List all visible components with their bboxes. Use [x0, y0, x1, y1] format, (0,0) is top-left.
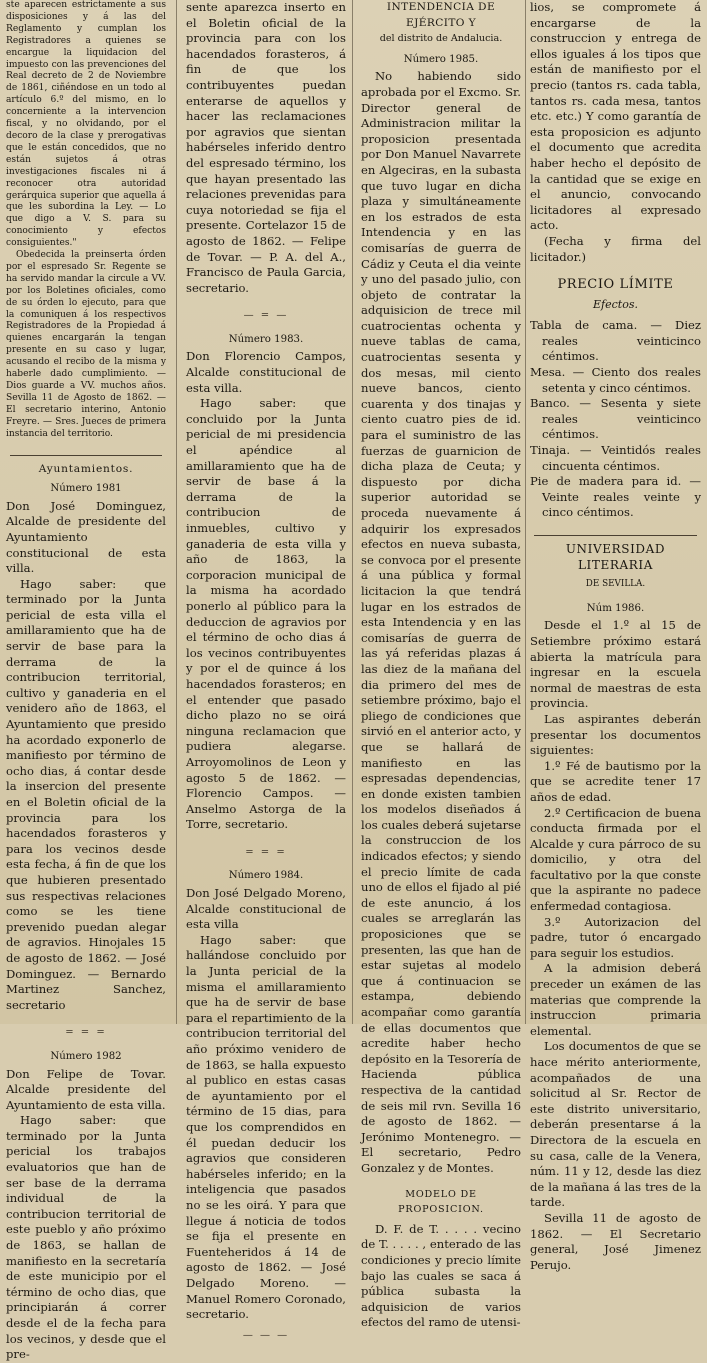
- notice-body: A la admision deberá preceder un exámen de las materias que comprende la instruccion primaria elemental.: [530, 961, 701, 1038]
- column-rule: [525, 0, 526, 1024]
- notice-opening: Don José Dominguez, Alcalde de presidente del Ayuntamiento constitucional de esta villa.: [6, 498, 166, 576]
- column-2: [186, 0, 346, 1341]
- notice-body: Hago saber: que terminado por la Junta pericial de esta villa el amillaramiento que ha de servir de base para la derrama de la contribucion territorial, cultivo y ganaderia en el venidero año de 1863, el Ayuntamiento que presido ha acordado exponerlo de manifiesto por término de ocho dias, á contar desde la insercion del presente en el Boletin oficial de la provincia para los hacendados forasteros y para los vecinos desde esta fecha, á fin de que los que hubieren presentado sus respectivas relaciones como se les tiene prevenido puedan alegar de agravios. Hinojales 15 de agosto de 1862. — José Dominguez. — Bernardo Martinez Sanchez, secretario: [6, 576, 166, 1012]
- notice-number: Número 1981: [50, 483, 122, 495]
- column-rule: [176, 0, 177, 1024]
- model-continuation: lios, se compromete á encargarse de la construccion y entrega de ellos iguales á los tipos que están de manifiesto por el precio (tantos rs. cada tabla, tantos rs. cada mesa, tantos etc. etc.) Y como garantía de esta proposicion es adjunto el documento que acredita haber hecho el depósito de la cantidad que se exige en el anuncio, convocando licitadores al expresado acto.: [530, 0, 701, 233]
- paragraph: Obedecida la preinserta órden por el espresado Sr. Regente se ha servido mandar la circule a VV. por los Boletines oficiales, como de su órden lo ejecuto, para que la comuniquen á los respectivos Registradores de la Propiedad á quienes encargarán la tengan presente en su caso y lugar, acusando el recibo de la misma y haberle dado cumplimiento. — Dios guarde a VV. muchos años. Sevilla 11 de Agosto de 1862. — El secretario interino, Antonio Freyre. — Sres. Jueces de primera instancia del territorio.: [6, 250, 166, 439]
- column-1: [6, 0, 166, 1362]
- separator: — = —: [243, 310, 289, 322]
- notice-body: Hago saber: que terminado por la Junta pericial los trabajos evaluatorios que han de ser base de la derrama individual de la contribucion territorial de este pueblo y año próximo de 1863, se hallan de manifiesto en la secretaría de este municipio por el término de ocho dias, que principiarán á correr desde el de la fecha para los vecinos, y desde que el pre-: [6, 1113, 166, 1362]
- notice-number: Número 1982: [50, 1050, 122, 1062]
- notice-number: Número 1984.: [228, 870, 304, 882]
- notice-body: Los documentos de que se hace mérito anteriormente, acompañados de una solicitud al Sr. Rector de este distrito universitario, deberán presentarse á la Directora de la escuela en su casa, calle de la Venera, núm. 11 y 12, desde las diez de la mañana á las tres de la tarde.: [530, 1039, 701, 1210]
- notice-number: Número 1985.: [403, 53, 479, 65]
- price-item: Banco. — Sesenta y siete reales veinticinco céntimos.: [530, 396, 701, 442]
- separator: = = =: [65, 1027, 107, 1039]
- notice-number: Número 1983.: [228, 333, 304, 345]
- notice-body: No habiendo sido aprobada por el Excmo. Sr. Director general de Administracion militar la proposicion presentada por Don Manuel Navarrete en Algeciras, en la subasta que tuvo lugar en dicha plaza y simultáneamente en los estrados de esta Intendencia y en las comisarías de guerra de Cádiz y Ceuta el dia veinte y uno del pasado julio, con objeto de contratar la adquisicion de trece mil cuatrocientas ochenta y nueve tablas de cama, cuatrocientas sesenta y dos mesas, mil ciento nueve bancos, ciento cuarenta y dos tinajas y ciento cuatro pies de id. para el suministro de las fuerzas de guarnicion de dicha plaza de Ceuta; y dispuesto por dicha superior autoridad se proceda nuevamente á adquirir los expresados efectos en nueva subasta, se convoca por el presente á una pública y formal licitacion la que tendrá lugar en los estrados de esta Intendencia y en las comisarías de guerra de las yá referidas plazas á las diez de la mañana del dia primero del mes de setiembre próximo, bajo el pliego de condiciones que sirvió en el anterior acto, y que se hallará de manifiesto en las espresadas dependencias, en donde existen tambien los modelos diseñados á los cuales deberá sujetarse la construccion de los indicados efectos; y siendo el precio límite de cada uno de ellos el fijado al pié de este anuncio, á los cuales se arreglarán las proposiciones que se presenten, las que han de estar sujetas al modelo que á continuacion se estampa, debiendo acompañar como garantía de ellas documentos que acredite haber hecho depósito en la Tesorería de Hacienda pública respectiva de la cantidad de seis mil rvn. Sevilla 16 de agosto de 1862. — Jerónimo Montenegro. — El secretario, Pedro Gonzalez y de Montes.: [361, 69, 521, 1175]
- paragraph: ste aparecen estrictamente a sus disposiciones y á las del Reglamento y cumplan los Registradores a quienes se encargue la liquidacion del impuesto con las prevenciones del Real decreto de 2 de Noviembre de 1861, ciñéndose en un todo al artículo 6.º del mismo, en lo concerniente a la intervencion fiscal, y no olvidando, por el decoro de la clase y prerogativas que le están concedidos, que no están sujetos á otras investigaciones fiscales ni á reconocer otra autoridad gerárquica superior que aquella á que les subordina la Ley. — Lo que digo a V. S. para su conocimiento y efectos consiguientes.": [6, 0, 166, 249]
- title-line: INTENDENCIA DE EJÉRCITO Y: [386, 1, 496, 29]
- column-3: [361, 0, 521, 1330]
- price-list: [530, 318, 701, 521]
- model-signature: (Fecha y firma del licitador.): [530, 233, 701, 264]
- university-subheading: DE SEVILLA.: [585, 579, 646, 590]
- requirement-item: 3.º Autorizacion del padre, tutor ó encargado para seguir los estudios.: [530, 914, 701, 960]
- model-heading: MODELO DE PROPOSICION.: [398, 1188, 484, 1216]
- notice-body: Hago saber: que hallándose concluido por la Junta pericial de la misma el amillaramiento que ha de servir de base para el repartimiento de la contribucion territorial del año próximo venidero de de 1863, se halla expuesto al publico en estas casas de ayuntamiento por el término de 15 dias, para que los comprendidos en él puedan deducir los agravios que consideren habérseles inferido; en la inteligencia que pasados no se les oirá. Y para que llegue á noticia de todos se fija el presente en Fuenteheridos á 14 de agosto de 1862. — José Delgado Moreno. — Manuel Romero Coronado, secretario.: [186, 932, 346, 1322]
- subtitle-line: del distrito de Andalucia.: [379, 33, 503, 45]
- notice-body: Hago saber: que concluido por la Junta pericial de mi presidencia el apéndice al amillaramiento que ha de servir de base á la derrama de la contribucion de inmuebles, cultivo y ganaderia de esta villa y año de 1863, la corporacion municipal de la misma ha acordado ponerlo al público para la deduccion de agravios por el término de ocho dias á los vecinos contribuyentes y por el de quince á los hacendados forasteros; en el entender que pasado dicho plazo no se oirá ninguna reclamacion que pudiera alegarse. Arroyomolinos de Leon y agosto 5 de 1862. — Florencio Campos. — Anselmo Astorga de la Torre, secretario.: [186, 396, 346, 832]
- notice-continuation: sente aparezca inserto en el Boletin oficial de la provincia para con los hacendados forasteros, á fin de que los contribuyentes puedan enterarse de aquellos y hacer las reclamaciones por agravios que sientan habérseles inferido dentro del espresado término, los que hayan presentado las relaciones prevenidas para cuya notoriedad se fija el presente. Cortelazor 15 de agosto de 1862. — Felipe de Tovar. — P. A. del A., Francisco de Paula Garcia, secretario.: [186, 0, 346, 295]
- end-mark: — — —: [242, 1329, 290, 1341]
- notice-signature: Sevilla 11 de agosto de 1862. — El Secretario general, José Jimenez Perujo.: [530, 1210, 701, 1272]
- section-title: [361, 0, 521, 47]
- circular-continuation: [6, 0, 166, 441]
- price-subheading: Efectos.: [593, 297, 638, 311]
- notice-opening: Don Florencio Campos, Alcalde constitucional de esta villa.: [186, 349, 346, 395]
- model-text: D. F. de T. . . . . vecino de T. . . . . , enterado de las condiciones y precio límite bajo las cuales se saca á pública subasta la adquisicion de varios efectos del ramo de utensi-: [361, 1221, 521, 1330]
- notice-number: Núm 1986.: [586, 602, 645, 614]
- separator: = = =: [245, 846, 287, 858]
- price-item: Tabla de cama. — Diez reales veinticinco céntimos.: [530, 318, 701, 364]
- notice-body: Las aspirantes deberán presentar los documentos siguientes:: [530, 711, 701, 758]
- price-item: Tinaja. — Veintidós reales cincuenta céntimos.: [530, 443, 701, 473]
- requirement-item: 2.º Certificacion de buena conducta firmada por el Alcalde y cura párroco de su domicilio, y otra del facultativo por la que conste que la aspirante no padece enfermedad contagiosa.: [530, 805, 701, 914]
- section-divider: [534, 535, 697, 536]
- column-rule: [352, 0, 353, 1024]
- section-divider: [10, 455, 162, 456]
- requirement-item: 1.º Fé de bautismo por la que se acredite tener 17 años de edad.: [530, 758, 701, 804]
- column-4: [530, 0, 701, 1272]
- notice-body: Desde el 1.º al 15 de Setiembre próximo estará abierta la matrícula para ingresar en la escuela normal de maestras de esta provincia.: [530, 618, 701, 711]
- price-item: Mesa. — Ciento dos reales setenta y cinco céntimos.: [530, 365, 701, 395]
- section-heading: Ayuntamientos.: [38, 462, 134, 475]
- price-item: Pie de madera para id. — Veinte reales veinte y cinco céntimos.: [530, 474, 701, 520]
- notice-opening: Don Felipe de Tovar. Alcalde presidente del Ayuntamiento de esta villa.: [6, 1066, 166, 1112]
- notice-opening: Don José Delgado Moreno, Alcalde constitucional de esta villa: [186, 886, 346, 932]
- price-heading: PRECIO LÍMITE: [557, 277, 674, 293]
- university-heading: UNIVERSIDAD LITERARIA: [565, 542, 666, 572]
